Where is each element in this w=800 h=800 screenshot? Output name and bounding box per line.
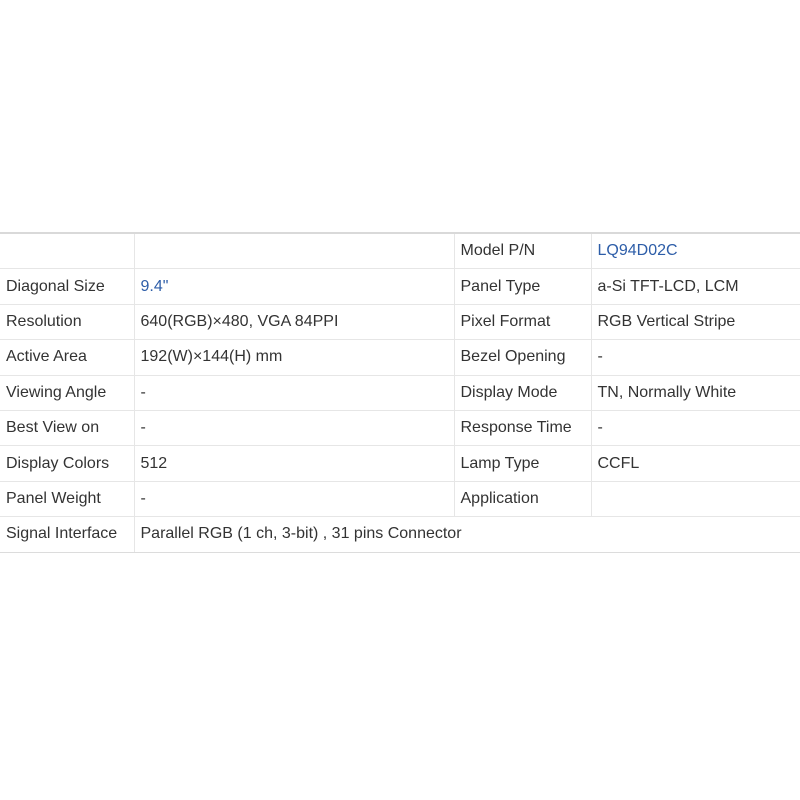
- spec-value: -: [134, 481, 454, 516]
- spec-label: Display Colors: [0, 446, 134, 481]
- model-link[interactable]: LQ94D02C: [591, 233, 800, 269]
- spec-value: CCFL: [591, 446, 800, 481]
- spec-label: Panel Weight: [0, 481, 134, 516]
- spec-label: Response Time: [454, 410, 591, 445]
- spec-label: Diagonal Size: [0, 269, 134, 304]
- spec-value: 512: [134, 446, 454, 481]
- spec-value: TN, Normally White: [591, 375, 800, 410]
- spec-value: -: [591, 340, 800, 375]
- table-row: [0, 446, 800, 481]
- spec-value: a-Si TFT-LCD, LCM: [591, 269, 800, 304]
- spec-label: Lamp Type: [454, 446, 591, 481]
- empty-cell: [134, 233, 454, 269]
- table-row: [0, 233, 800, 269]
- table-row: [0, 340, 800, 375]
- spec-label: Signal Interface: [0, 517, 134, 552]
- spec-table: [0, 232, 800, 553]
- spec-label: Best View on: [0, 410, 134, 445]
- spec-label: Active Area: [0, 340, 134, 375]
- spec-label: Application: [454, 481, 591, 516]
- table-row: [0, 375, 800, 410]
- table-row: [0, 410, 800, 445]
- spec-value: -: [134, 410, 454, 445]
- table-row: [0, 269, 800, 304]
- spec-value: 640(RGB)×480, VGA 84PPI: [134, 304, 454, 339]
- empty-cell: [0, 233, 134, 269]
- spec-label: Resolution: [0, 304, 134, 339]
- spec-label: Pixel Format: [454, 304, 591, 339]
- table-row: [0, 517, 800, 552]
- spec-value: [591, 481, 800, 516]
- spec-value: 192(W)×144(H) mm: [134, 340, 454, 375]
- spec-label: Bezel Opening: [454, 340, 591, 375]
- spec-value-signal: Parallel RGB (1 ch, 3-bit) , 31 pins Connector: [134, 517, 800, 552]
- table-row: [0, 304, 800, 339]
- spec-label-model: Model P/N: [454, 233, 591, 269]
- spec-label: Panel Type: [454, 269, 591, 304]
- diagonal-size-link[interactable]: 9.4": [134, 269, 454, 304]
- spec-label: Viewing Angle: [0, 375, 134, 410]
- spec-value: -: [134, 375, 454, 410]
- table-row: [0, 481, 800, 516]
- spec-value: RGB Vertical Stripe: [591, 304, 800, 339]
- spec-label: Display Mode: [454, 375, 591, 410]
- spec-value: -: [591, 410, 800, 445]
